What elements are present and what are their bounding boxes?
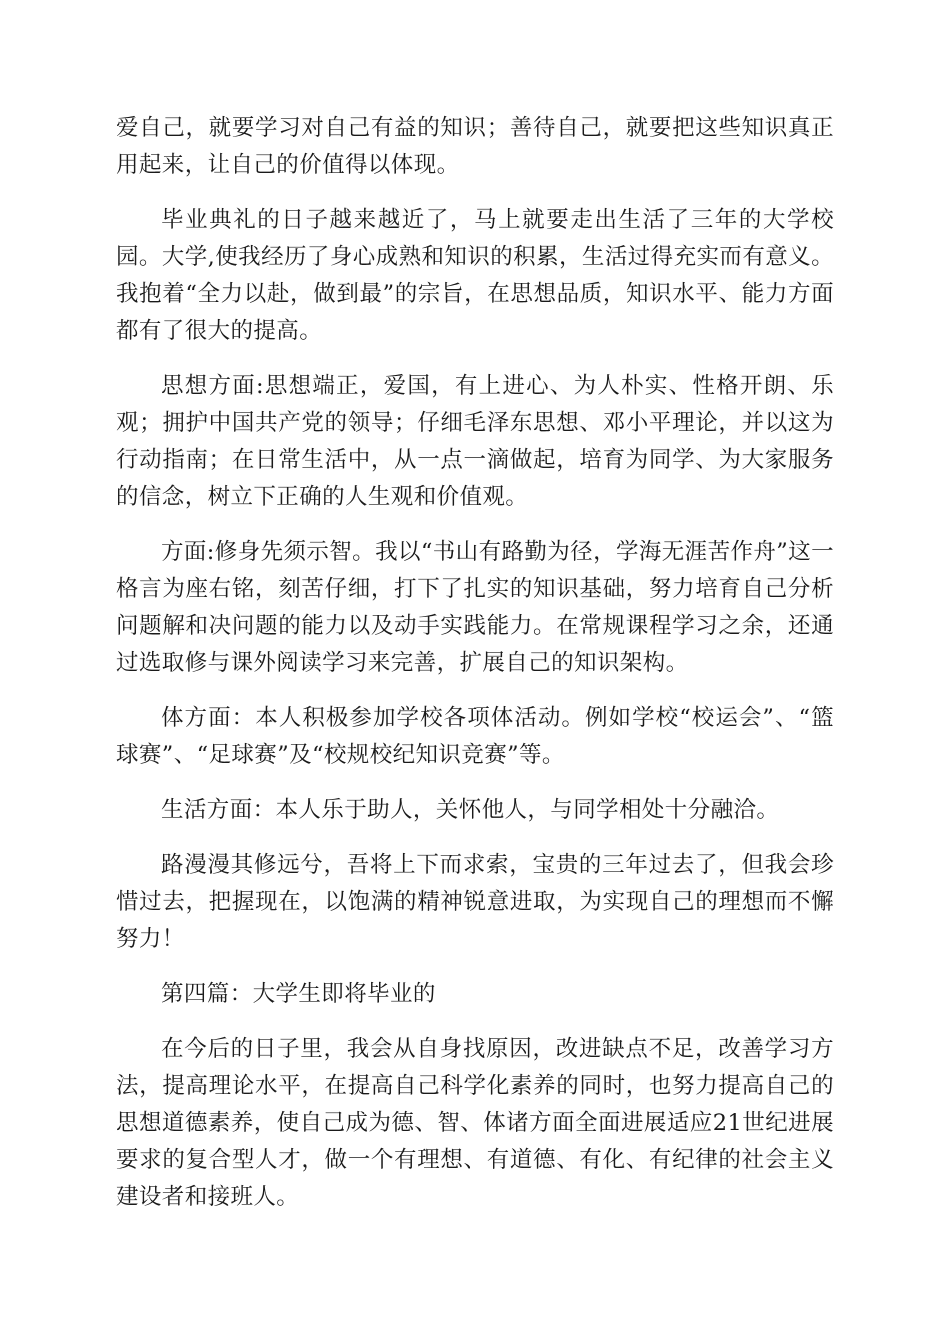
paragraph: 路漫漫其修远兮，吾将上下而求索，宝贵的三年过去了，但我会珍惜过去，把握现在，以饱满的精神锐意进取，为实现自己的理想而不懈努力！ (116, 852, 834, 952)
paragraph: 体方面：本人积极参加学校各项体活动。例如学校“校运会”、“篮球赛”、“足球赛”及“校规校纪知识竞赛”等。 (116, 705, 834, 768)
document-page (116, 110, 834, 1234)
paragraph: 毕业典礼的日子越来越近了，马上就要走出生活了三年的大学校园。大学,使我经历了身心成熟和知识的积累，生活过得充实而有意义。我抱着“全力以赴，做到最”的宗旨，在思想品质，知识水平、能力方面都有了很大的提高。 (116, 207, 834, 344)
paragraph: 爱自己，就要学习对自己有益的知识；善待自己，就要把这些知识真正用起来，让自己的价值得以体现。 (116, 115, 834, 178)
section-heading: 第四篇：大学生即将毕业的 (161, 981, 436, 1007)
paragraph: 思想方面:思想端正，爱国，有上进心、为人朴实、性格开朗、乐观；拥护中国共产党的领导；仔细毛泽东思想、邓小平理论，并以这为行动指南；在日常生活中，从一点一滴做起，培育为同学、为大家服务的信念，树立下正确的人生观和价值观。 (116, 373, 834, 510)
paragraph: 生活方面：本人乐于助人，关怀他人，与同学相处十分融洽。 (161, 797, 780, 823)
paragraph: 方面:修身先须示智。我以“书山有路勤为径，学海无涯苦作舟”这一格言为座右铭，刻苦仔细，打下了扎实的知识基础，努力培育自己分析问题解和决问题的能力以及动手实践能力。在常规课程学习之余，还通过选取修与课外阅读学习来完善，扩展自己的知识架构。 (116, 539, 834, 676)
paragraph: 在今后的日子里，我会从自身找原因，改进缺点不足，改善学习方法，提高理论水平，在提高自己科学化素养的同时，也努力提高自己的思想道德素养，使自己成为德、智、体诸方面全面进展适应21世纪进展要求的复合型人才，做一个有理想、有道德、有化、有纪律的社会主义建设者和接班人。 (116, 1036, 834, 1210)
